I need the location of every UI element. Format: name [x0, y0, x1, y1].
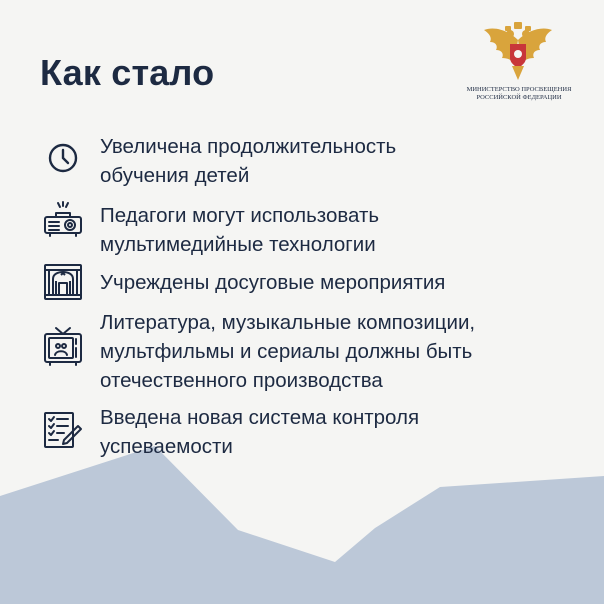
page-title: Как стало — [40, 52, 215, 93]
list-item-text — [100, 132, 570, 190]
list-item-line: мультфильмы и сериалы должны быть — [100, 340, 473, 363]
list-item-line: Педагоги могут использовать — [100, 204, 380, 227]
list-item-line: мультимедийные технологии — [100, 233, 376, 256]
list-item-line: Введена новая система контроля — [100, 406, 420, 429]
list-item-line: Учреждены досуговые мероприятия — [100, 271, 446, 294]
list-item-line: обучения детей — [100, 164, 250, 187]
ministry-line-2: РОССИЙСКОЙ ФЕДЕРАЦИИ — [476, 94, 562, 101]
ministry-line-1: МИНИСТЕРСТВО ПРОСВЕЩЕНИЯ — [466, 86, 572, 93]
list-item-text — [100, 308, 570, 395]
list-item-line: Литература, музыкальные композиции, — [100, 311, 476, 334]
tv-icon — [42, 325, 84, 367]
checklist-pen-icon — [42, 410, 84, 452]
list-item-text — [100, 201, 570, 259]
list-item-text — [100, 403, 570, 461]
list-item-line: Увеличена продолжительность — [100, 135, 397, 158]
list-item-line: успеваемости — [100, 435, 233, 458]
clock-icon — [42, 137, 84, 179]
list-item-line: отечественного производства — [100, 369, 383, 392]
list-item-text — [100, 268, 570, 297]
projector-icon — [42, 201, 84, 243]
theater-icon — [42, 261, 84, 303]
